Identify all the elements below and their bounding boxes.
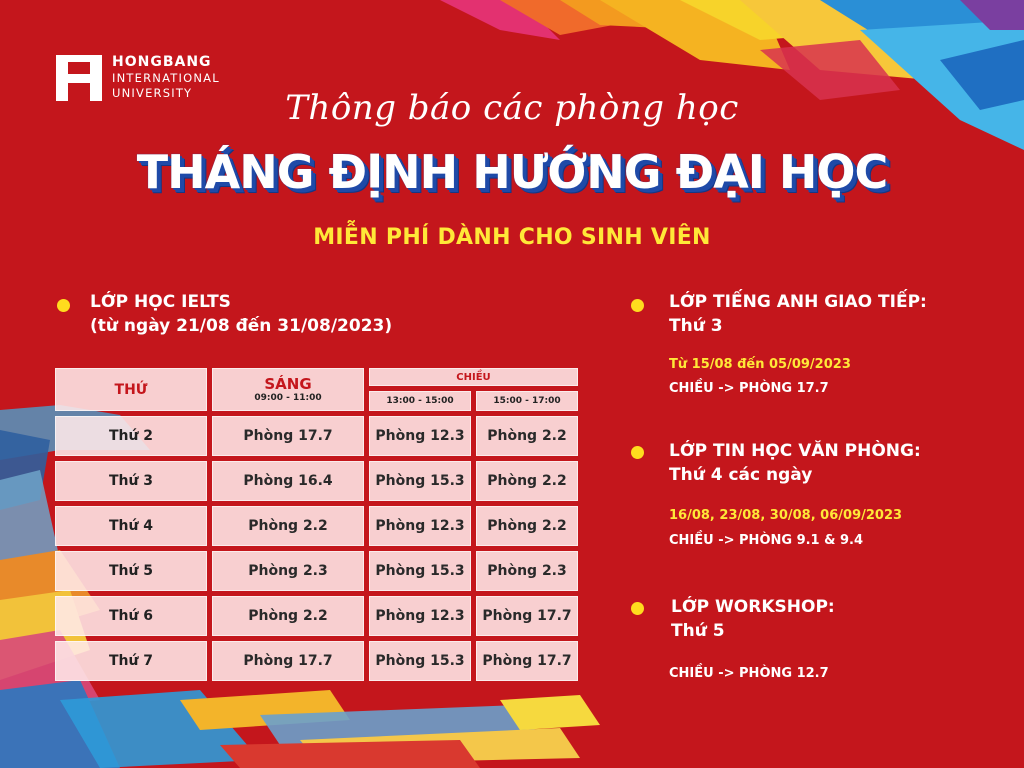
cell-chieu-1: Phòng 12.3: [369, 596, 471, 636]
table-row: [55, 506, 578, 546]
office-heading: [669, 439, 921, 487]
workshop-heading: [671, 595, 835, 643]
bullet-icon: [631, 446, 644, 459]
table-row: [55, 551, 578, 591]
cell-sang: Phòng 2.3: [212, 551, 364, 591]
table-row: [55, 461, 578, 501]
office-day: Thứ 4 các ngày: [669, 465, 813, 485]
cell-chieu-2: Phòng 2.2: [476, 506, 578, 546]
english-room: CHIỀU -> PHÒNG 17.7: [669, 381, 829, 396]
row-day: Thứ 5: [55, 551, 207, 591]
logo-line-3: UNIVERSITY: [112, 86, 193, 100]
row-day: Thứ 7: [55, 641, 207, 681]
logo-line-2: INTERNATIONAL: [112, 71, 220, 85]
workshop-title: LỚP WORKSHOP:: [671, 597, 835, 617]
workshop-day: Thứ 5: [671, 621, 725, 641]
table-row: [55, 641, 578, 681]
english-day: Thứ 3: [669, 316, 723, 336]
cell-sang: Phòng 17.7: [212, 641, 364, 681]
cell-chieu-1: Phòng 15.3: [369, 641, 471, 681]
poster-title: THÁNG ĐỊNH HƯỚNG ĐẠI HỌC: [136, 145, 888, 199]
row-day: Thứ 2: [55, 416, 207, 456]
english-heading: [669, 290, 927, 338]
col-header-sang: [212, 368, 364, 411]
row-day: Thứ 4: [55, 506, 207, 546]
cell-chieu-1: Phòng 15.3: [369, 461, 471, 501]
bullet-icon: [631, 602, 644, 615]
cell-chieu-2: Phòng 17.7: [476, 596, 578, 636]
col-header-day: THỨ: [55, 368, 207, 411]
cell-sang: Phòng 17.7: [212, 416, 364, 456]
ielts-heading: [90, 290, 392, 338]
table-row: [55, 596, 578, 636]
ielts-title: LỚP HỌC IELTS: [90, 292, 231, 312]
poster-tagline: MIỄN PHÍ DÀNH CHO SINH VIÊN: [313, 225, 711, 250]
cell-sang: Phòng 2.2: [212, 506, 364, 546]
sang-time: 09:00 - 11:00: [254, 392, 322, 403]
bullet-icon: [57, 299, 70, 312]
cell-chieu-1: Phòng 12.3: [369, 416, 471, 456]
chieu-time-2: 15:00 - 17:00: [476, 391, 578, 411]
office-room: CHIỀU -> PHÒNG 9.1 & 9.4: [669, 533, 864, 548]
table-row: [55, 416, 578, 456]
office-title: LỚP TIN HỌC VĂN PHÒNG:: [669, 441, 921, 461]
cell-sang: Phòng 2.2: [212, 596, 364, 636]
workshop-room: CHIỀU -> PHÒNG 12.7: [669, 666, 829, 681]
chieu-time-1: 13:00 - 15:00: [369, 391, 471, 411]
cell-chieu-2: Phòng 17.7: [476, 641, 578, 681]
cell-sang: Phòng 16.4: [212, 461, 364, 501]
ielts-schedule-table: [50, 363, 583, 686]
office-dates: 16/08, 23/08, 30/08, 06/09/2023: [669, 508, 903, 523]
ielts-date-range: (từ ngày 21/08 đến 31/08/2023): [90, 316, 393, 336]
cell-chieu-1: Phòng 15.3: [369, 551, 471, 591]
poster-subtitle: Thông báo các phòng học: [285, 88, 739, 128]
bullet-icon: [631, 299, 644, 312]
cell-chieu-1: Phòng 12.3: [369, 506, 471, 546]
sang-label: SÁNG: [264, 374, 312, 393]
cell-chieu-2: Phòng 2.3: [476, 551, 578, 591]
col-header-chieu: CHIỀU: [369, 368, 578, 386]
english-title: LỚP TIẾNG ANH GIAO TIẾP:: [669, 292, 927, 312]
cell-chieu-2: Phòng 2.2: [476, 461, 578, 501]
logo-line-1: HONGBANG: [112, 54, 212, 70]
cell-chieu-2: Phòng 2.2: [476, 416, 578, 456]
row-day: Thứ 6: [55, 596, 207, 636]
english-dates: Từ 15/08 đến 05/09/2023: [669, 357, 851, 372]
row-day: Thứ 3: [55, 461, 207, 501]
